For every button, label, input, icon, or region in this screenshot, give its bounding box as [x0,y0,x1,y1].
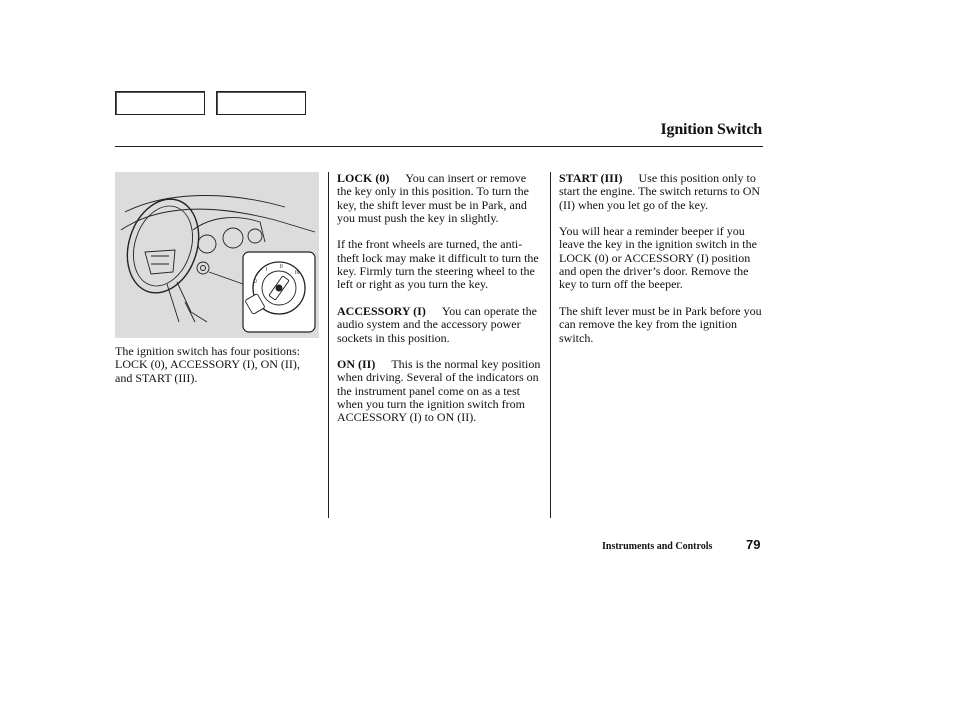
lock-description: You can insert or remove the key only in this position. To turn the key, the shift lever must be in Park, and you must push the key in slightly. [337,171,529,225]
on-term: ON (II) [337,357,376,372]
ignition-switch-illustration [115,172,319,338]
accessory-description: You can operate the audio system and the accessory power sockets in this position. [337,303,537,345]
intro-paragraph: The ignition switch has four positions: LOCK (0), ACCESSORY (I), ON (II), and START (III). [115,344,300,385]
start-description: Use this position only to start the engine. The switch returns to ON (II) when you let go of the key. [559,171,761,212]
lock-paragraph [337,172,542,225]
column-divider-right [550,172,551,518]
accessory-term: ACCESSORY (I) [337,303,426,318]
on-description: This is the normal key position when driving. Several of the indicators on the instrument panel come on as a test when you turn the ignition switch from ACCESSORY (I) to ON (II). [337,357,541,425]
next-page-button[interactable] [216,91,306,115]
on-paragraph [337,358,542,424]
anti-theft-paragraph: If the front wheels are turned, the anti-theft lock may make it difficult to turn the key. Firmly turn the steering wheel to the left or right as you turn the key. [337,237,539,292]
intro-column [115,345,315,398]
beeper-paragraph: You will hear a reminder beeper if you leave the key in the ignition switch in the LOCK (0) or ACCESSORY (I) position and open the driver’s door. Remove the key to turn off the beeper. [559,224,757,292]
positions-column [337,172,542,438]
page-title: Ignition Switch [660,121,762,138]
accessory-paragraph [337,305,542,345]
title-divider [115,146,763,147]
start-term: START (III) [559,171,623,185]
lock-term: LOCK (0) [337,171,390,185]
page-number: 79 [746,537,761,552]
start-column [559,172,764,358]
park-paragraph: The shift lever must be in Park before you can remove the key from the ignition switch. [559,303,762,345]
inset-label-on: II [280,264,283,270]
inset-label-lock: 0 [254,279,257,285]
start-paragraph [559,172,764,212]
previous-page-button[interactable] [115,91,205,115]
footer-section-label: Instruments and Controls [602,541,713,552]
inset-label-accessory: I [266,267,268,273]
inset-label-start: III [295,270,300,276]
column-divider-left [328,172,329,518]
